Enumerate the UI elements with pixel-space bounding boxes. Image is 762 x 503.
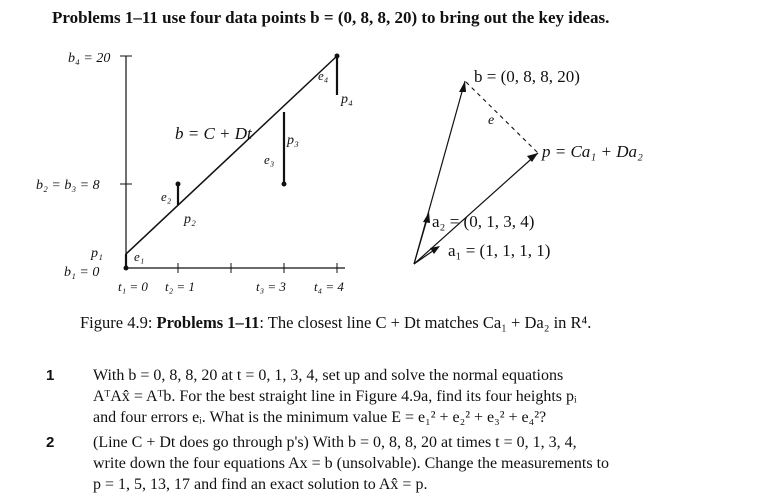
- y-label-b2-b3: b₂ = b₃ = 8: [36, 178, 100, 193]
- x-label-t1: t₁ = 0: [118, 279, 148, 294]
- vector-a2: [414, 216, 428, 264]
- data-point-b3: [282, 182, 287, 187]
- problem-line: p = 1, 5, 13, 17 and find an exact solution to Ax̂ = p.: [93, 476, 428, 493]
- label-a1: a₁ = (1, 1, 1, 1): [448, 241, 551, 260]
- problem-line: With b = 0, 8, 8, 20 at t = 0, 1, 3, 4, set up and solve the normal equations: [93, 367, 564, 384]
- problem-text: [93, 365, 653, 428]
- y-label-b4: b₄ = 20: [68, 51, 111, 66]
- label-p: p = Ca₁ + Da₂: [542, 142, 643, 161]
- heading: Problems 1–11 use four data points b = (0, 8, 8, 20) to bring out the key ideas.: [52, 8, 610, 27]
- label-a2: a₂ = (0, 1, 3, 4): [432, 212, 535, 231]
- point-label-p4: p₄: [341, 92, 353, 107]
- x-label-t3: t₃ = 3: [256, 279, 286, 294]
- arrowhead-a2: [423, 212, 430, 223]
- error-label-e2: e₂: [161, 189, 172, 204]
- problem-line: and four errors eᵢ. What is the minimum value E = e₁² + e₂² + e₃² + e₄²?: [93, 409, 547, 426]
- caption-prefix: Figure 4.9:: [80, 313, 157, 332]
- label-e: e: [488, 113, 495, 128]
- error-label-e1: e₁: [134, 249, 145, 264]
- error-label-e3: e₃: [264, 152, 275, 167]
- arrowhead-b: [459, 81, 466, 92]
- problem-line: AᵀAx̂ = Aᵀb. For the best straight line in Figure 4.9a, find its four heights pᵢ: [93, 388, 577, 405]
- figure-4-9: [0, 36, 762, 308]
- data-point-b2: [176, 182, 181, 187]
- data-point-b4: [335, 54, 340, 59]
- x-label-t4: t₄ = 4: [314, 279, 344, 294]
- point-label-p1: p₁: [91, 246, 103, 261]
- error-label-e4: e₄: [318, 68, 329, 83]
- problem-text: [93, 432, 653, 495]
- problem-line: write down the four equations Ax = b (unsolvable). Change the measurements to: [93, 455, 610, 472]
- best-fit-line: [126, 56, 337, 254]
- line-label: b = C + Dt: [175, 124, 252, 143]
- problem-number: 1: [46, 367, 55, 384]
- caption-rest: : The closest line C + Dt matches Ca₁ + Da₂ in R⁴.: [259, 313, 592, 332]
- arrowhead-a1: [430, 246, 440, 254]
- y-label-b1: b₁ = 0: [64, 265, 100, 280]
- data-point-b1: [124, 266, 129, 271]
- point-label-p2: p₂: [184, 212, 196, 227]
- left-figure: [36, 51, 353, 294]
- right-figure: [414, 67, 643, 264]
- figure-caption: [80, 313, 760, 333]
- problem-line: (Line C + Dt does go through p's) With b = 0, 8, 8, 20 at times t = 0, 1, 3, 4,: [93, 434, 577, 451]
- problem-number: 2: [46, 434, 55, 451]
- label-b: b = (0, 8, 8, 20): [474, 67, 580, 86]
- error-vector-e: [466, 82, 538, 153]
- x-label-t2: t₂ = 1: [165, 279, 195, 294]
- point-label-p3: p₃: [287, 133, 299, 148]
- caption-bold: Problems 1–11: [156, 313, 260, 332]
